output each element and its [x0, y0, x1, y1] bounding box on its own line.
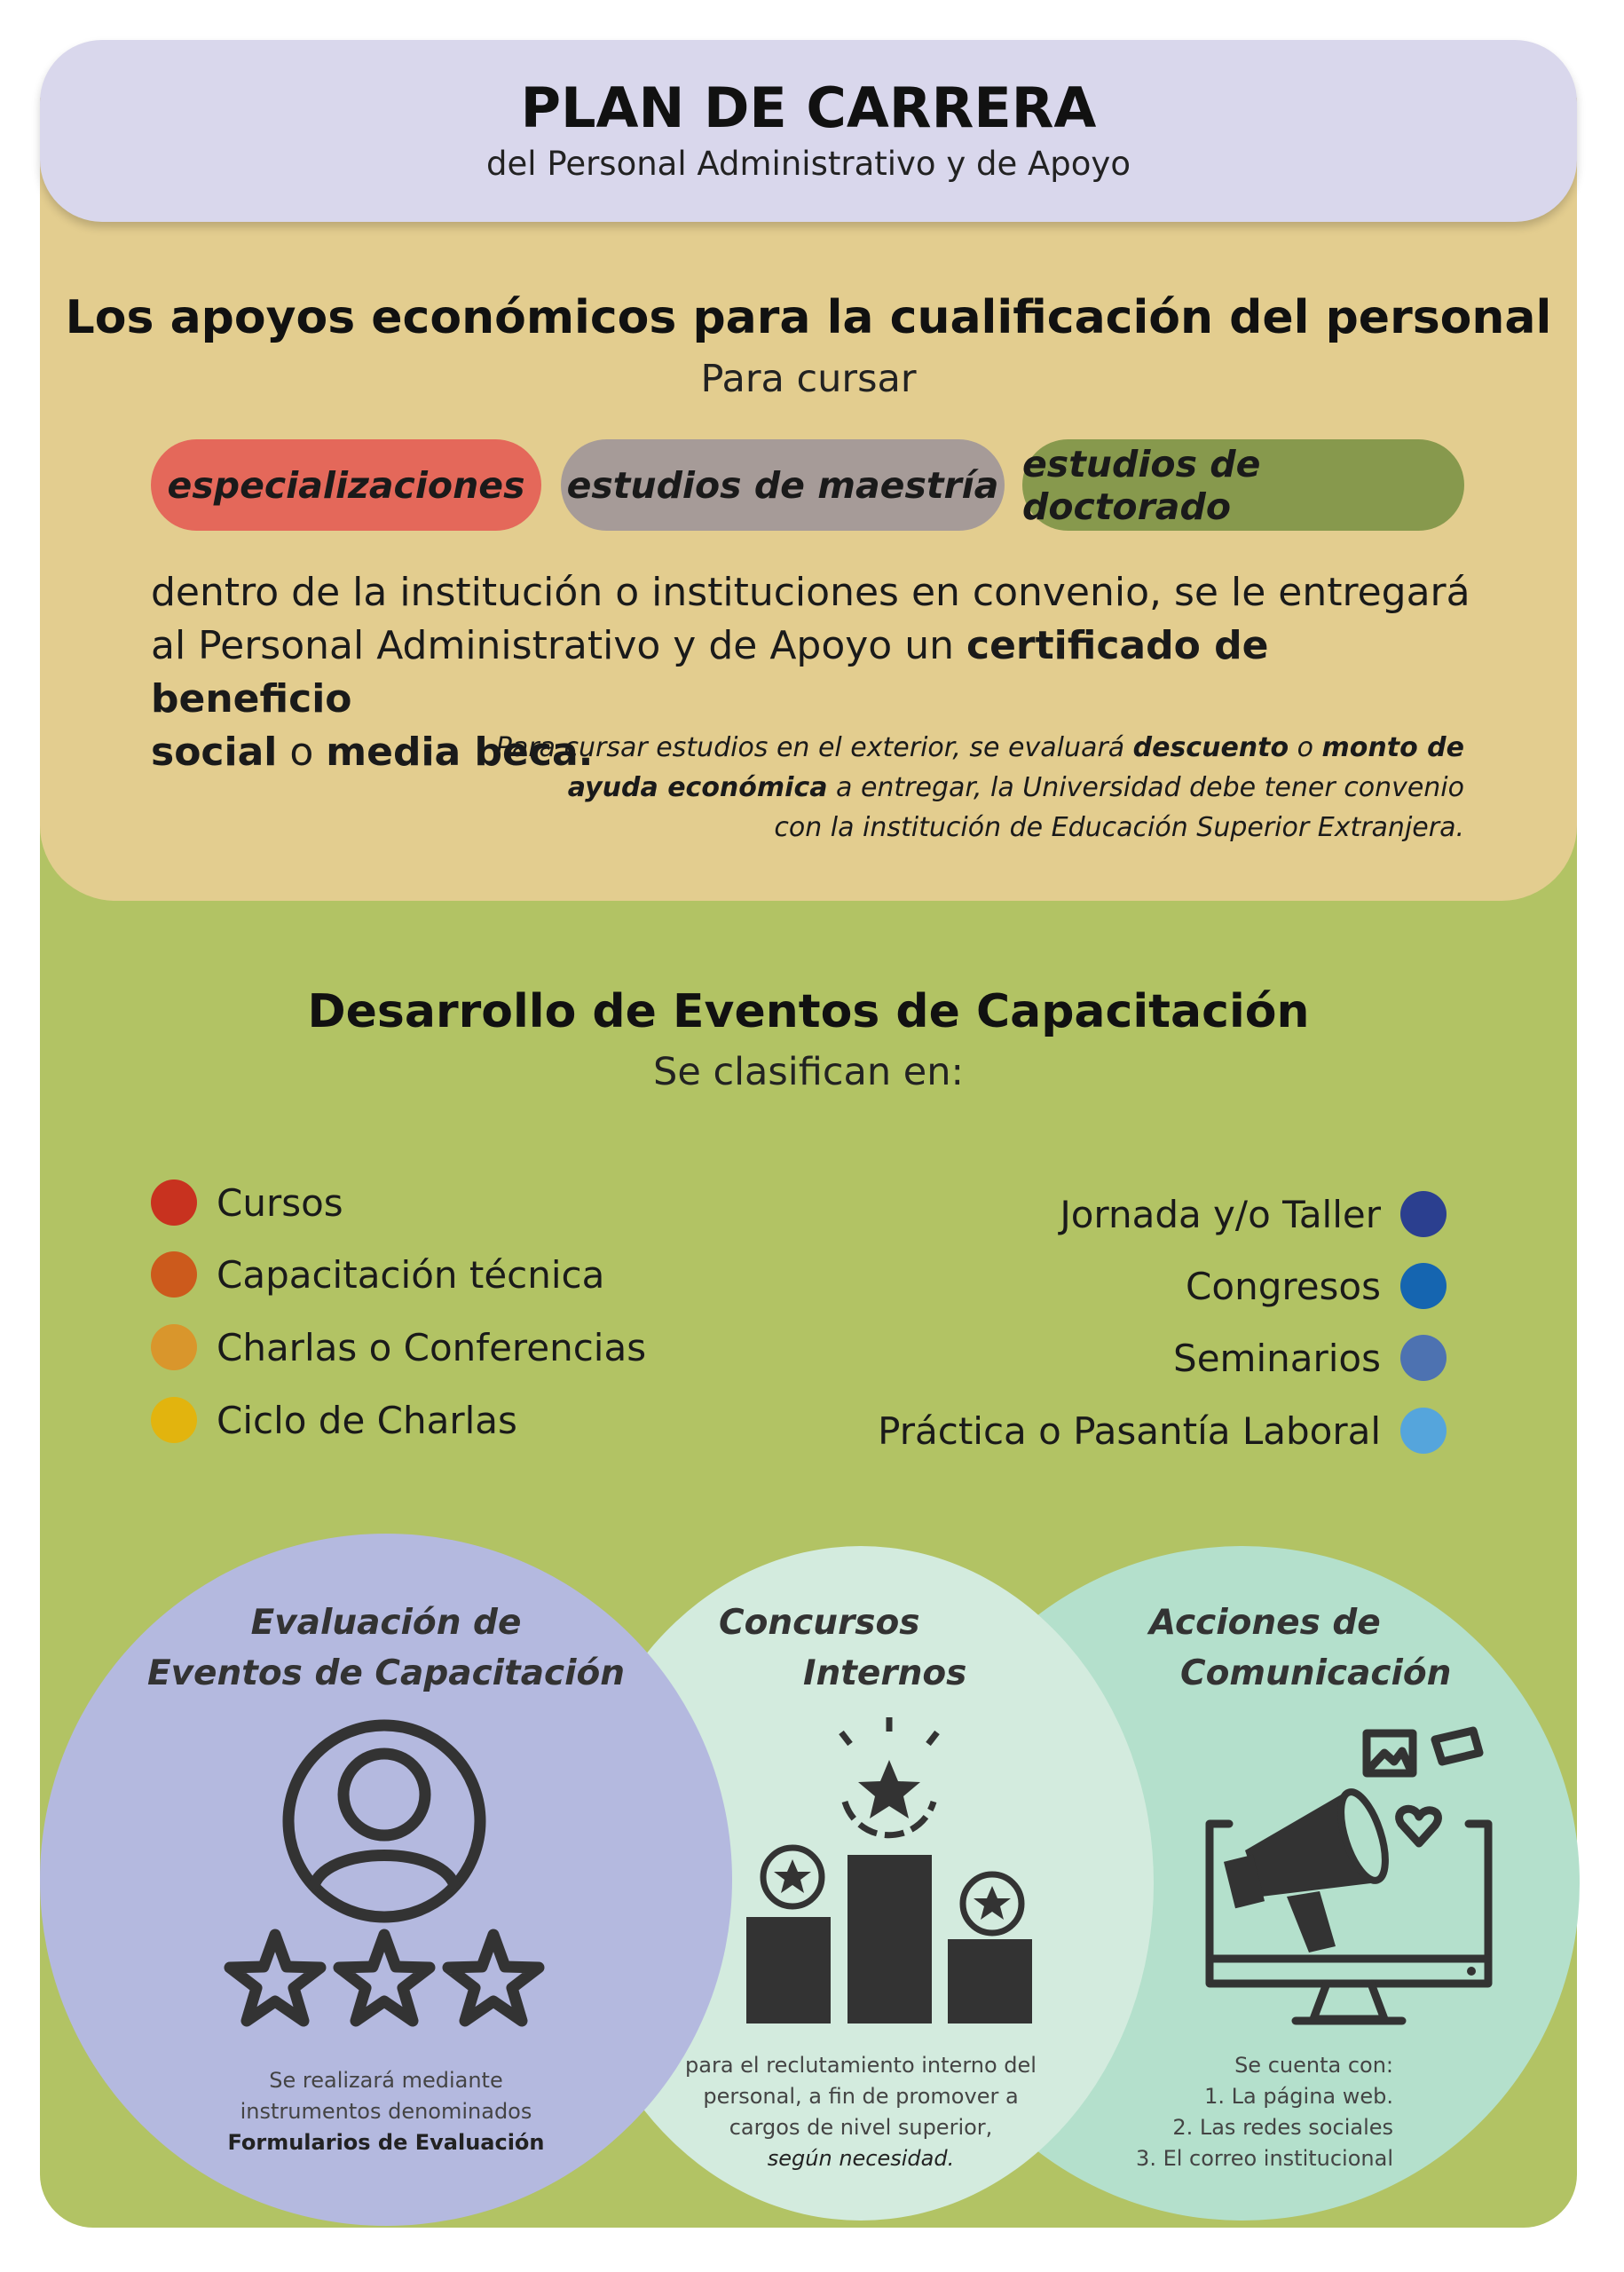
bullet-dot-icon [151, 1251, 197, 1298]
pill-maestria: estudios de maestría [561, 439, 1005, 531]
user-rating-icon [213, 1713, 550, 2032]
list-item-right [878, 1404, 1447, 1457]
list-item: 1. La página web. [1204, 2084, 1393, 2109]
evaluation-text-line-2: instrumentos denominados [240, 2099, 532, 2124]
paragraph-bold-beca: media beca. [326, 730, 594, 775]
evaluation-title-line-2: Eventos de Capacitación [146, 1653, 626, 1693]
evaluation-title [89, 1598, 683, 1699]
podium-icon [741, 1717, 1043, 2028]
bullet-dot-icon [151, 1179, 197, 1226]
bullet-dot-icon [1400, 1335, 1447, 1381]
note-bold-ayuda: ayuda económica [567, 772, 828, 803]
note-bold-monto: monto de [1321, 732, 1464, 763]
communication-text [1092, 2050, 1393, 2174]
list-item-left [151, 1321, 646, 1374]
note-line-3: con la institución de Educación Superior Extranjera. [774, 812, 1464, 843]
training-section-title: Desarrollo de Eventos de Capacitación [307, 985, 1310, 1038]
note-text-pre: Para cursar estudios en el exterior, se evaluará [495, 732, 1133, 763]
list-item-label: Jornada y/o Taller [1060, 1192, 1381, 1236]
list-item-label: Charlas o Conferencias [217, 1325, 647, 1369]
evaluation-text [133, 2065, 639, 2158]
contests-title-line-2: Internos [803, 1653, 967, 1693]
contests-text-italic: según necesidad. [767, 2146, 955, 2171]
bullet-dot-icon [151, 1397, 197, 1443]
list-item-label: Congresos [1186, 1264, 1381, 1308]
contests-text-line-1: para el reclutamiento interno del [685, 2053, 1037, 2078]
note-line-1 [461, 728, 1464, 768]
note-text-post: a entregar, la Universidad debe tener convenio [827, 772, 1464, 803]
abroad-study-note [461, 728, 1464, 848]
list-item-label: Ciclo de Charlas [217, 1398, 517, 1442]
list-item-right [1173, 1331, 1447, 1384]
bullet-dot-icon [1400, 1263, 1447, 1309]
training-section-subtitle: Se clasifican en: [653, 1050, 964, 1094]
paragraph-line-1: dentro de la institución o instituciones en convenio, se le entregará [151, 570, 1470, 615]
list-item: 2. Las redes sociales [1172, 2115, 1393, 2140]
list-item-left [151, 1393, 517, 1447]
list-item-right [1060, 1187, 1447, 1241]
pill-doctorado: estudios de doctorado [1022, 439, 1464, 531]
list-item-right [1186, 1259, 1447, 1313]
contests-text [661, 2050, 1060, 2174]
note-text-mid: o [1289, 732, 1322, 763]
paragraph-bold-certificado: certificado de beneficio [151, 623, 1269, 722]
page-subtitle: del Personal Administrativo y de Apoyo [486, 145, 1131, 183]
paragraph-line-2 [151, 619, 1482, 726]
list-item-left [151, 1176, 343, 1229]
list-item: 3. El correo institucional [1136, 2146, 1393, 2171]
contests-text-line-3: cargos de nivel superior, [729, 2115, 993, 2140]
paragraph-bold-social: social [151, 730, 278, 775]
bullet-dot-icon [151, 1324, 197, 1370]
support-section-subtitle: Para cursar [700, 357, 917, 401]
header-banner [40, 40, 1577, 222]
megaphone-monitor-icon [1202, 1717, 1509, 2032]
evaluation-text-line-1: Se realizará mediante [269, 2068, 503, 2093]
support-section-title: Los apoyos económicos para la cualificación del personal [65, 291, 1552, 344]
list-item-label: Cursos [217, 1180, 343, 1225]
communication-title-line-2: Comunicación [1180, 1653, 1452, 1693]
note-line-2 [461, 768, 1464, 808]
list-item-left [151, 1248, 604, 1301]
evaluation-text-bold: Formularios de Evaluación [227, 2130, 545, 2155]
contests-title-line-1: Concursos [719, 1603, 920, 1643]
pill-especializaciones: especializaciones [151, 439, 541, 531]
list-item-label: Práctica o Pasantía Laboral [878, 1408, 1381, 1453]
paragraph-connector: o [277, 730, 327, 775]
bullet-dot-icon [1400, 1191, 1447, 1237]
bullet-dot-icon [1400, 1408, 1447, 1454]
evaluation-title-line-1: Evaluación de [250, 1603, 522, 1643]
page-title: PLAN DE CARRERA [520, 75, 1097, 140]
list-item-label: Seminarios [1173, 1336, 1381, 1380]
paragraph-line-2-text: al Personal Administrativo y de Apoyo un [151, 623, 966, 668]
note-bold-descuento: descuento [1132, 732, 1289, 763]
communication-text-intro: Se cuenta con: [1234, 2053, 1393, 2078]
contests-text-line-2: personal, a fin de promover a [703, 2084, 1019, 2109]
list-item-label: Capacitación técnica [217, 1252, 605, 1297]
communication-title-line-1: Acciones de [1149, 1603, 1381, 1643]
